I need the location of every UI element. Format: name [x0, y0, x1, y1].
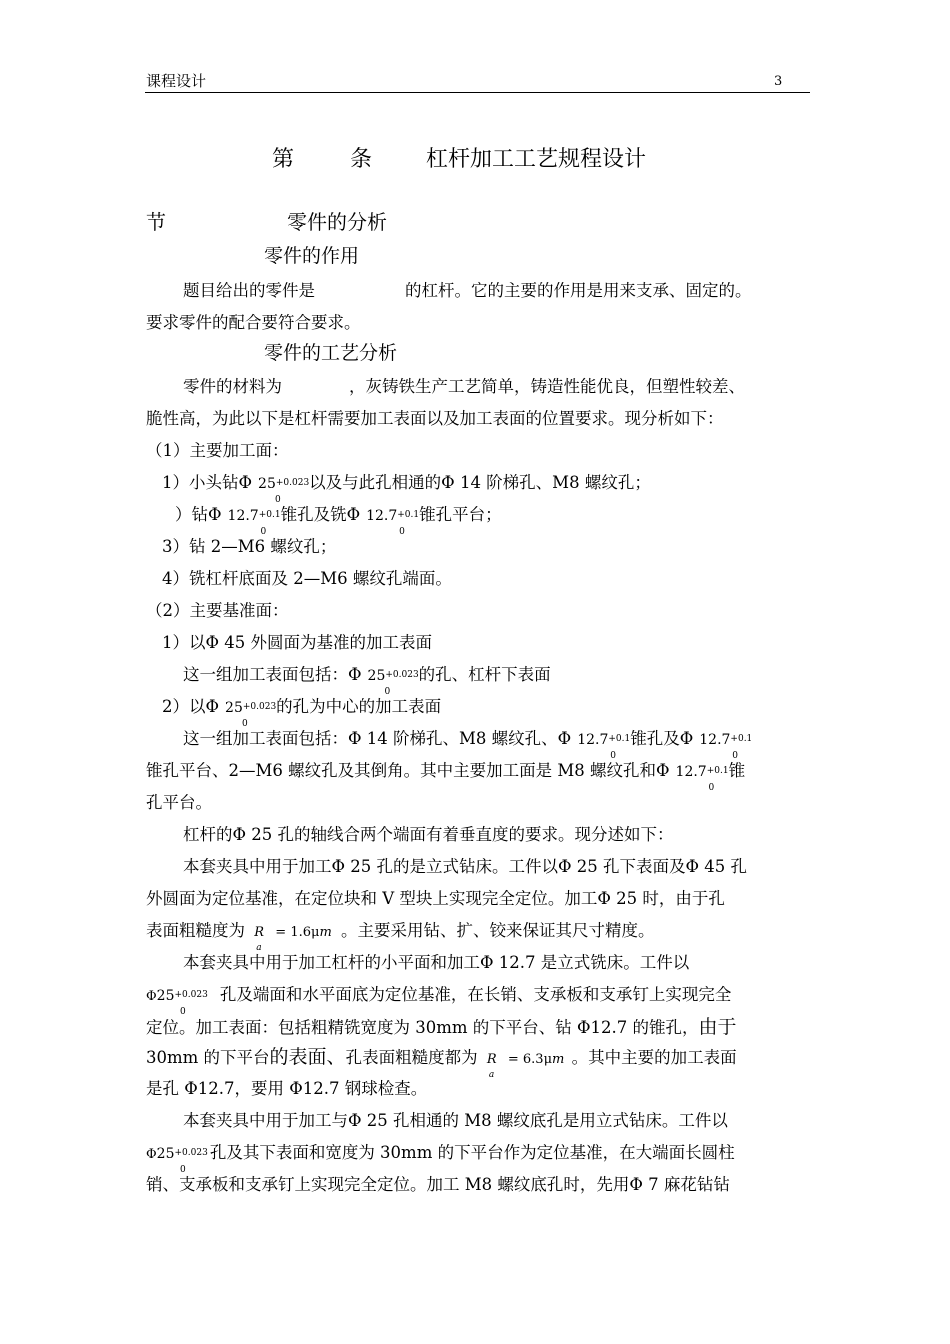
para5-line1: 本套夹具中用于加工杠杆的小平面和加工Φ 12.7 是立式铣床。工件以 [183, 953, 690, 972]
subsection-title-2: 零件的工艺分析 [264, 342, 398, 364]
list1-item1: 1）小头钻Φ 25+0.023 0 以及与此孔相通的Φ 14 阶梯孔、M8 螺纹孔； [162, 473, 651, 505]
chapter-title: 杠杆加工工艺规程设计 [426, 147, 647, 172]
para1-line1b: 的杠杆。它的主要的作用是用来支承、固定的。 [405, 281, 752, 300]
list2-item2-detail-2: 锥孔平台、2—M6 螺纹孔及其倒角。其中主要加工面是 M8 螺纹孔和Φ 12.7+0.1 0 锥 [146, 761, 746, 793]
list2-item1: 1）以Φ 45 外圆面为基准的加工表面 [162, 633, 433, 652]
para4-line2: 外圆面为定位基准，在定位块和 V 型块上实现完全定位。加工Φ 25 时，由于孔 [146, 889, 725, 908]
list2-item2: 2）以Φ 25+0.023 0 的孔为中心的加工表面 [162, 697, 442, 729]
chapter-label-2: 条 [350, 147, 373, 172]
section-title: 零件的分析 [287, 210, 387, 234]
page-number: 3 [774, 74, 783, 89]
list1-item4: 4）铣杠杆底面及 2—M6 螺纹孔端面。 [162, 569, 452, 588]
list1-title: （1）主要加工面： [146, 441, 289, 460]
para1-line2: 要求零件的配合要符合要求。 [146, 313, 361, 332]
para5-line5: 是孔 Φ12.7，要用 Φ12.7 钢球检查。 [146, 1079, 428, 1098]
list2-item2-detail-1: 这一组加工表面包括：Φ 14 阶梯孔、M8 螺纹孔、Φ 12.7+0.1 0 锥孔及Φ 12.7+0.1 0 [183, 729, 753, 761]
para1-line1a: 题目给出的零件是 [183, 281, 315, 300]
list2-item1-detail: 这一组加工表面包括：Φ 25+0.023 0 的孔、杠杆下表面 [183, 665, 551, 697]
para2-line1b: ，灰铸铁生产工艺简单，铸造性能优良，但塑性较差、 [349, 377, 745, 396]
subsection-title-1: 零件的作用 [264, 245, 360, 267]
para6-line2: Φ25+0.023 0 孔及其下表面和宽度为 30mm 的下平台作为定位基准，在大端面长圆柱 [146, 1143, 735, 1175]
para5-line4: 30mm 的下平台的表面、孔表面粗糙度都为 R a = 6.3μm 。其中主要的加工表面 [146, 1046, 737, 1080]
para6-line1: 本套夹具中用于加工与Φ 25 孔相通的 M8 螺纹底孔是用立式钻床。工件以 [183, 1111, 728, 1130]
para2-line2: 脆性高，为此以下是杠杆需要加工表面以及加工表面的位置要求。现分析如下： [146, 409, 724, 428]
para6-line3: 销、支承板和支承钉上实现完全定位。加工 M8 螺纹底孔时，先用Φ 7 麻花钻钻 [146, 1175, 730, 1194]
para5-line3: 定位。加工表面：包括粗精铣宽度为 30mm 的下平台、钻 Φ12.7 的锥孔，由于 [146, 1016, 737, 1038]
section-number: 节 [146, 210, 166, 234]
para3: 杠杆的Φ 25 孔的轴线合两个端面有着垂直度的要求。现分述如下： [183, 825, 674, 844]
para5-line2: Φ25+0.023 0 孔及端面和水平面底为定位基准，在长销、支承板和支承钉上实现完全 [146, 985, 732, 1017]
para4-line3: 表面粗糙度为 R a = 1.6μm 。主要采用钻、扩、铰来保证其尺寸精度。 [146, 921, 655, 953]
list1-item2: ）钻Φ 12.7+0.1 0 锥孔及铣Φ 12.7+0.1 0 锥孔平台； [175, 505, 502, 537]
list1-item3: 3）钻 2—M6 螺纹孔； [162, 537, 337, 556]
para2-line1a: 零件的材料为 [183, 377, 282, 396]
list2-item2-detail-3: 孔平台。 [146, 793, 212, 812]
list2-title: （2）主要基准面： [146, 601, 289, 620]
header-rule [145, 92, 810, 93]
header-title: 课程设计 [146, 72, 207, 90]
chapter-label: 第 [272, 147, 295, 172]
para4-line1: 本套夹具中用于加工Φ 25 孔的是立式钻床。工件以Φ 25 孔下表面及Φ 45 孔 [183, 857, 748, 876]
